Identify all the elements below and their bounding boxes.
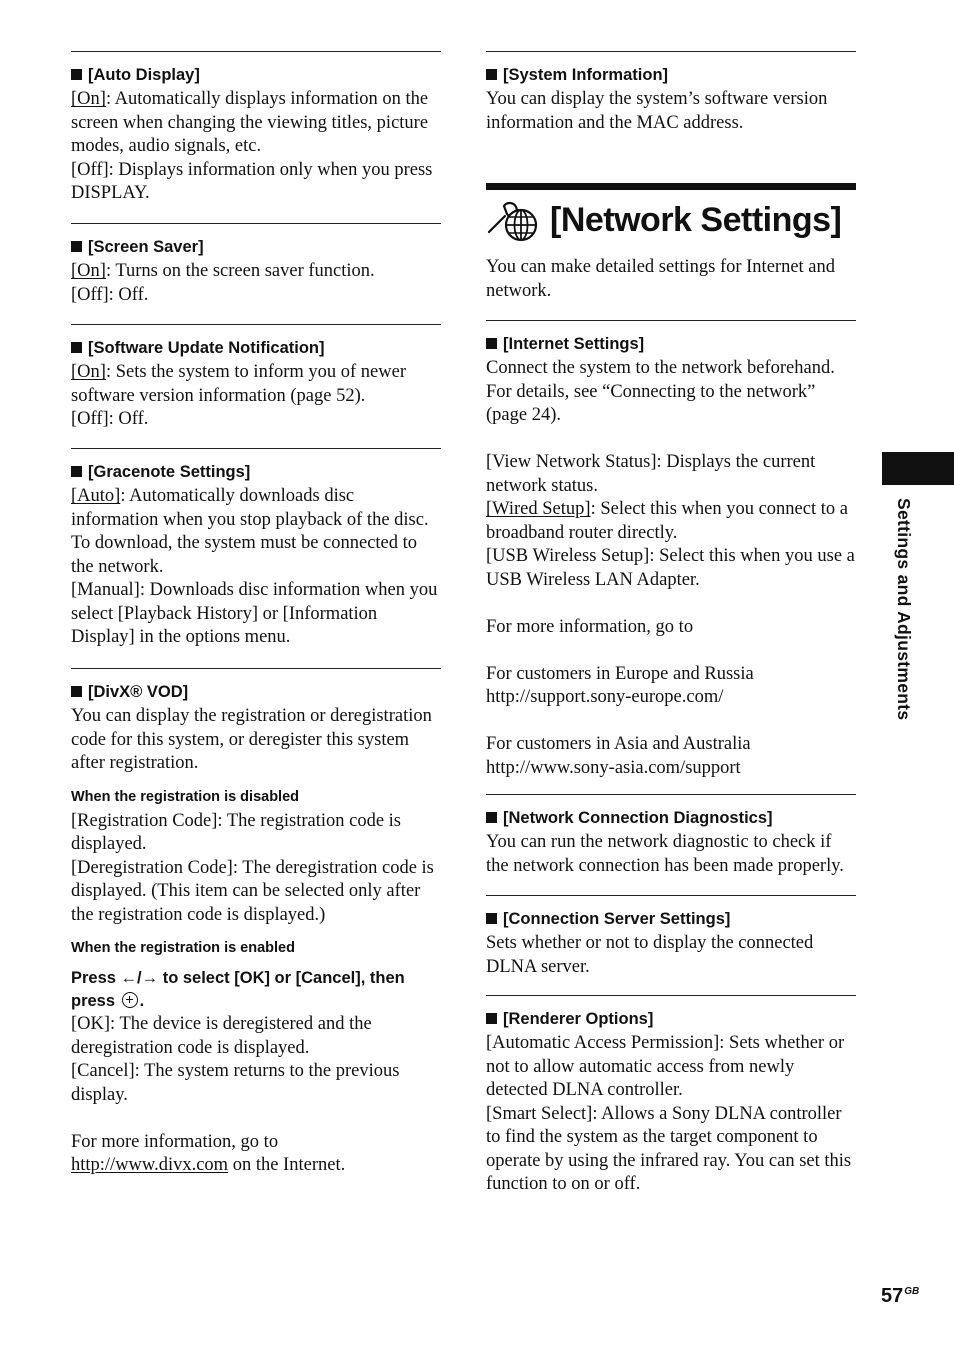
network-settings-header xyxy=(486,183,856,239)
software-update-title: [Software Update Notification] xyxy=(71,338,441,358)
internet-settings-section xyxy=(486,320,856,780)
square-bullet-icon xyxy=(71,342,82,353)
system-info-section xyxy=(486,51,856,135)
renderer-section xyxy=(486,995,856,1197)
divx-cancel: [Cancel]: The system returns to the previous display. xyxy=(71,1061,400,1105)
server-settings-text: Sets whether or not to display the connected DLNA server. xyxy=(486,933,814,977)
view-network-status: [View Network Status]: Displays the current network status. xyxy=(486,452,816,496)
server-settings-title: [Connection Server Settings] xyxy=(486,909,856,929)
software-update-section xyxy=(71,324,441,432)
software-update-off: [Off]: Off. xyxy=(71,409,149,429)
page-suffix: GB xyxy=(904,1286,920,1297)
asia-url[interactable]: http://www.sony-asia.com/support xyxy=(486,757,741,778)
network-settings-intro: You can make detailed settings for Internet and network. xyxy=(486,257,836,301)
side-chapter-label: Settings and Adjustments xyxy=(894,498,914,721)
gracenote-title: [Gracenote Settings] xyxy=(71,462,441,482)
page-number: $57^{GB}$ xyxy=(881,1285,920,1307)
screen-saver-off: [Off]: Off. xyxy=(71,284,149,305)
square-bullet-icon xyxy=(486,913,497,924)
internet-settings-intro: Connect the system to the network beforehand. For details, see “Connecting to the network” (page 24). xyxy=(486,358,835,425)
square-bullet-icon xyxy=(486,812,497,823)
wrench-globe-icon xyxy=(486,198,542,244)
software-update-on: [On]: Sets the system to inform you of newer software version information (page 52). xyxy=(71,362,407,406)
divx-enabled-heading: When the registration is enabled xyxy=(71,940,295,956)
divx-more-info: For more information, go to xyxy=(71,1131,279,1152)
enter-button-icon xyxy=(122,992,138,1008)
side-tab-marker xyxy=(882,452,954,485)
divx-ok: [OK]: The device is deregistered and the deregistration code is displayed. xyxy=(71,1014,372,1058)
auto-display-off: [Off]: Displays information only when you press DISPLAY. xyxy=(71,159,433,203)
automatic-access-permission: [Automatic Access Permission]: Sets whether or not to allow automatic access from newly detected DLNA controller. xyxy=(486,1033,845,1100)
system-info-text: You can display the system’s software version information and the MAC address. xyxy=(486,89,828,133)
internet-settings-title: [Internet Settings] xyxy=(486,334,856,354)
internet-more-info: For more information, go to xyxy=(486,616,694,637)
divx-intro: You can display the registration or deregistration code for this system, or deregister this system after registration. xyxy=(71,706,432,773)
screen-saver-title: [Screen Saver] xyxy=(71,237,441,257)
gracenote-manual: [Manual]: Downloads disc information when you select [Playback History] or [Information Display] in the options menu. xyxy=(71,580,438,647)
square-bullet-icon xyxy=(71,241,82,252)
smart-select: [Smart Select]: Allows a Sony DLNA controller to find the system as the target component to operate by using the infrared ray. You can set this function to on or off. xyxy=(486,1103,852,1194)
square-bullet-icon xyxy=(486,338,497,349)
auto-display-on: [On]: Automatically displays information on the screen when changing the viewing titles, picture modes, audio signals, etc. xyxy=(71,89,429,156)
square-bullet-icon xyxy=(71,69,82,80)
square-bullet-icon xyxy=(486,69,497,80)
europe-url[interactable]: http://support.sony-europe.com/ xyxy=(486,687,724,707)
divx-link-line: http://www.divx.com on the Internet. xyxy=(71,1155,346,1175)
diagnostics-section xyxy=(486,794,856,878)
system-info-title: [System Information] xyxy=(486,65,856,85)
server-settings-section xyxy=(486,895,856,979)
square-bullet-icon xyxy=(71,466,82,477)
square-bullet-icon xyxy=(71,686,82,697)
auto-display-section xyxy=(71,51,441,206)
diagnostics-title: [Network Connection Diagnostics] xyxy=(486,808,856,828)
europe-label: For customers in Europe and Russia xyxy=(486,663,754,684)
asia-label: For customers in Asia and Australia xyxy=(486,734,751,754)
divx-link[interactable]: http://www.divx.com xyxy=(71,1155,229,1175)
usb-wireless-setup: [USB Wireless Setup]: Select this when you use a USB Wireless LAN Adapter. xyxy=(486,546,855,590)
divx-registration-code: [Registration Code]: The registration code is displayed. xyxy=(71,810,402,854)
divx-disabled-heading: When the registration is disabled xyxy=(71,788,300,805)
square-bullet-icon xyxy=(486,1013,497,1024)
renderer-title: [Renderer Options] xyxy=(486,1009,856,1029)
wired-setup: [Wired Setup]: Select this when you connect to a broadband router directly. xyxy=(486,499,848,543)
screen-saver-section xyxy=(71,223,441,307)
divx-deregistration-code: [Deregistration Code]: The deregistration code is displayed. (This item can be selected only after the registration code is displayed.) xyxy=(71,857,434,925)
gracenote-auto: [Auto]: Automatically downloads disc information when you stop playback of the disc. To download, the system must be connected to the network. xyxy=(71,486,429,577)
screen-saver-on: [On]: Turns on the screen saver function. xyxy=(71,261,375,281)
diagnostics-text: You can run the network diagnostic to check if the network connection has been made properly. xyxy=(486,832,844,876)
divx-press-instruction: Press ←/→ to select [OK] or [Cancel], then press . xyxy=(71,969,405,1010)
network-settings-title: [Network Settings] xyxy=(550,201,842,239)
divx-title: [DivX® VOD] xyxy=(71,682,441,702)
auto-display-title: [Auto Display] xyxy=(71,65,441,85)
divx-section xyxy=(71,668,441,1178)
gracenote-section xyxy=(71,448,441,650)
